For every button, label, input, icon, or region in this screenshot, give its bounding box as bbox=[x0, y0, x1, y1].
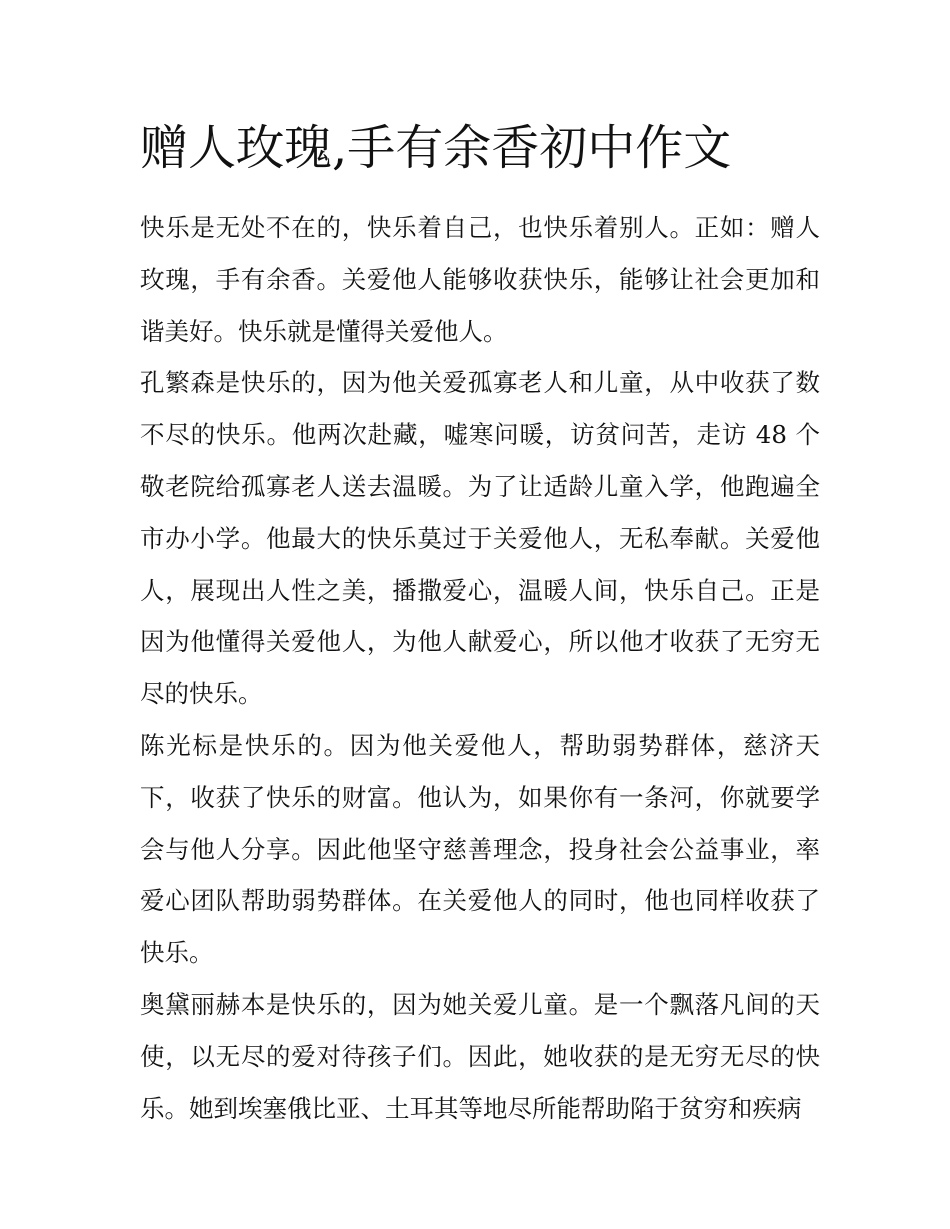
document-title: 赠人玫瑰,手有余香初中作文 bbox=[140, 120, 732, 176]
paragraph-4: 奥黛丽赫本是快乐的，因为她关爱儿童。是一个飘落凡间的天使，以无尽的爱对待孩子们。因此，她收获的是无穷无尽的快乐。她到埃塞俄比亚、土耳其等地尽所能帮助陷于贫穷和疾病 bbox=[140, 989, 820, 1123]
paragraph-2: 孔繁森是快乐的，因为他关爱孤寡老人和儿童，从中收获了数不尽的快乐。他两次赴藏，嘘寒问暖，访贫问苦，走访 48 个敬老院给孤寡老人送去温暖。为了让适龄儿童入学，他跑遍全市办小学。他最大的快乐莫过于关爱他人，无私奉献。关爱他人，展现出人性之美，播撒爱心，温暖人间，快乐自己。正是因为他懂得关爱他人，为他人献爱心，所以他才收获了无穷无尽的快乐。 bbox=[140, 368, 820, 709]
paragraph-3: 陈光标是快乐的。因为他关爱他人，帮助弱势群体，慈济天下，收获了快乐的财富。他认为，如果你有一条河，你就要学会与他人分享。因此他坚守慈善理念，投身社会公益事业，率爱心团队帮助弱势群体。在关爱他人的同时，他也同样收获了快乐。 bbox=[140, 730, 820, 968]
document-page bbox=[140, 112, 820, 1134]
paragraph-1: 快乐是无处不在的，快乐着自己，也快乐着别人。正如：赠人玫瑰，手有余香。关爱他人能够收获快乐，能够让社会更加和谐美好。快乐就是懂得关爱他人。 bbox=[140, 213, 820, 346]
